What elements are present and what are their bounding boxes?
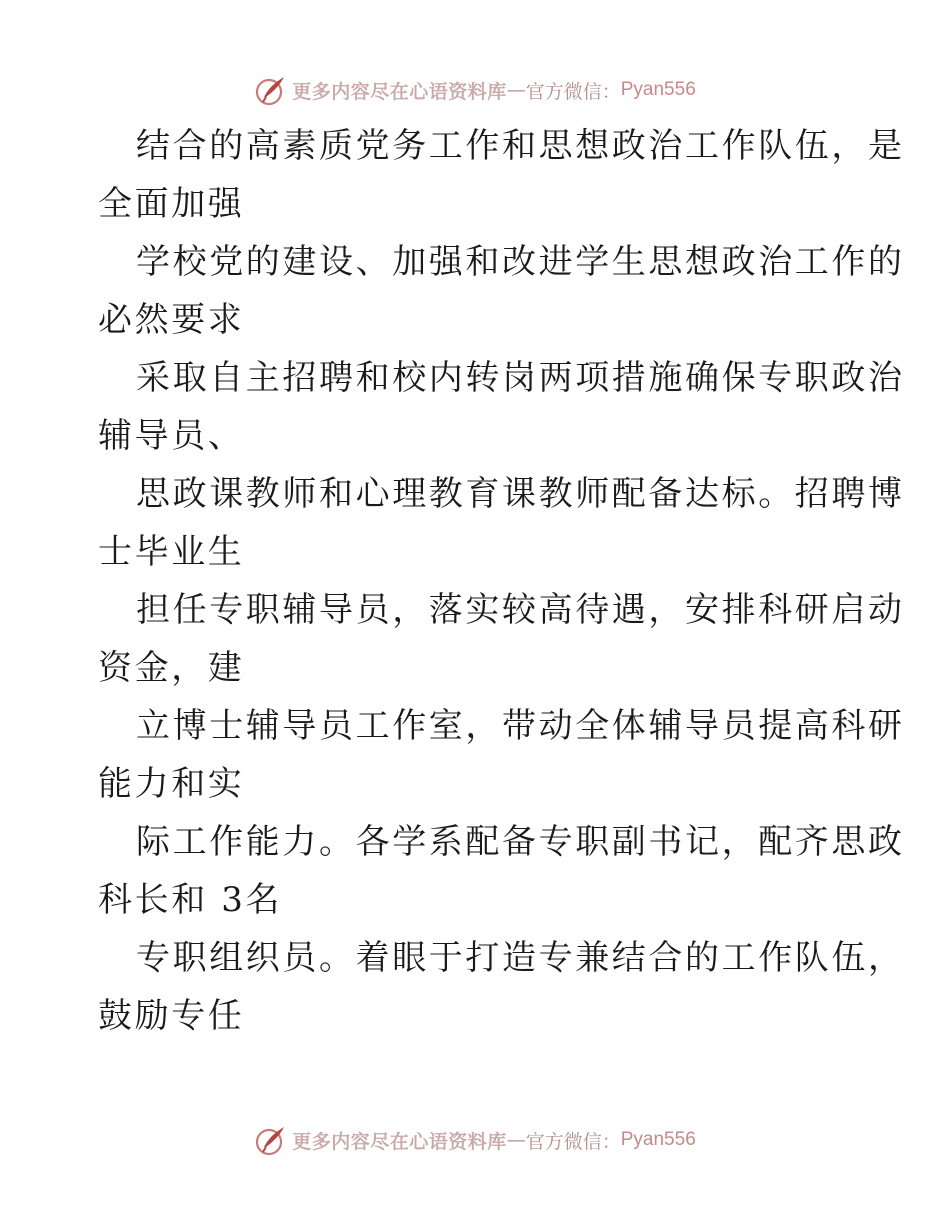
- paragraph-line: 担任专职辅导员，落实较高待遇，安排科研启动: [136, 590, 905, 630]
- watermark-handle: Pyan556: [620, 1129, 696, 1150]
- watermark-wechat-label: 官方微信：: [525, 80, 621, 103]
- paragraph-line: 科长和 3名: [98, 880, 283, 920]
- paragraph-line: 全面加强: [98, 184, 245, 224]
- paragraph: [98, 117, 905, 233]
- paragraph-line: 鼓励专任: [98, 996, 245, 1036]
- footer-watermark: [0, 1120, 950, 1160]
- paragraph-line: 必然要求: [98, 300, 245, 340]
- paragraph-line: 采取自主招聘和校内转岗两项措施确保专职政治: [136, 358, 905, 398]
- paragraph: [98, 929, 905, 1045]
- watermark-text: 更多内容尽在心语资料库: [292, 1130, 507, 1153]
- paragraph: [98, 349, 905, 465]
- paragraph-line: 思政课教师和心理教育课教师配备达标。招聘博: [136, 474, 905, 514]
- paragraph-line: 辅导员、: [98, 416, 245, 456]
- quill-logo-icon: [254, 73, 288, 107]
- paragraph-line: 资金，建: [98, 648, 245, 688]
- watermark-dash: —: [506, 1129, 526, 1151]
- paragraph: [98, 581, 905, 697]
- paragraph-line: 学校党的建设、加强和改进学生思想政治工作的: [136, 242, 905, 282]
- paragraph-line: 专职组织员。着眼于打造专兼结合的工作队伍，: [136, 938, 905, 978]
- paragraph: [98, 465, 905, 581]
- paragraph-line: 能力和实: [98, 764, 245, 804]
- document-body: [98, 117, 905, 1045]
- paragraph: [98, 697, 905, 813]
- paragraph-line: 立博士辅导员工作室，带动全体辅导员提高科研: [136, 706, 905, 746]
- paragraph: [98, 233, 905, 349]
- header-watermark: [0, 70, 950, 110]
- watermark-wechat-label: 官方微信：: [525, 1130, 621, 1153]
- paragraph: [98, 813, 905, 929]
- paragraph-line: 结合的高素质党务工作和思想政治工作队伍，是: [136, 126, 905, 166]
- watermark-text: 更多内容尽在心语资料库: [292, 80, 507, 103]
- quill-logo-icon: [254, 1123, 288, 1157]
- paragraph-line: 际工作能力。各学系配备专职副书记，配齐思政: [136, 822, 905, 862]
- watermark-handle: Pyan556: [620, 79, 696, 100]
- watermark-dash: —: [506, 79, 526, 101]
- paragraph-line: 士毕业生: [98, 532, 245, 572]
